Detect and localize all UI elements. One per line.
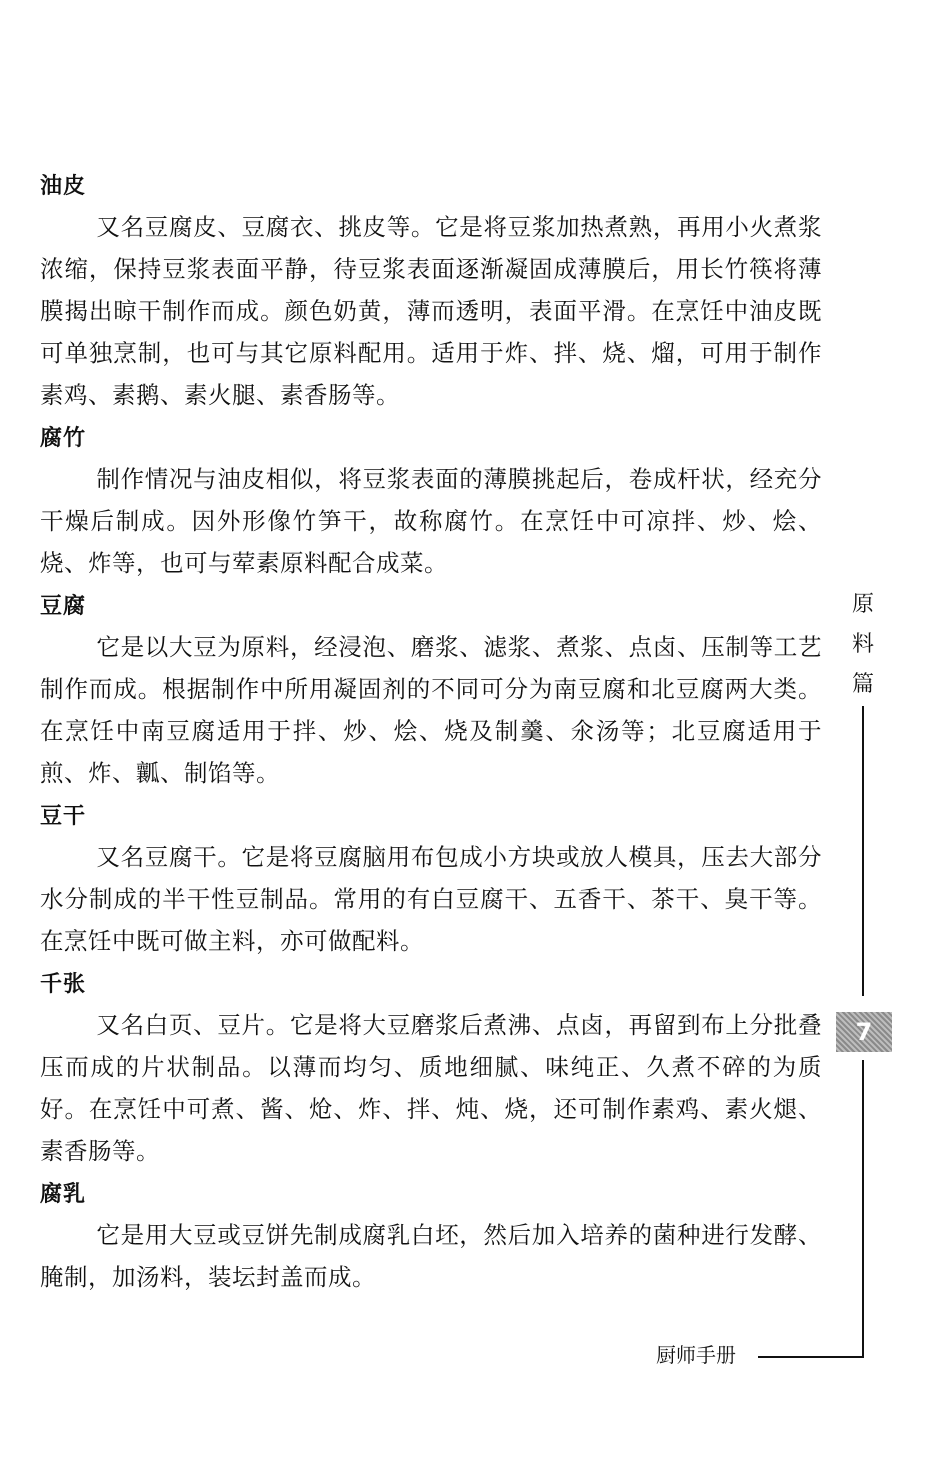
- chapter-side-tab: [848, 585, 878, 705]
- page-content: [40, 168, 822, 1302]
- section-title-doufu: 豆腐: [40, 594, 87, 619]
- book-title-footer: 厨师手册: [656, 1343, 736, 1367]
- section-title-qianzhang: 千张: [40, 972, 87, 997]
- section-text-youpi: 又名豆腐皮、豆腐衣、挑皮等。它是将豆浆加热煮熟，再用小火煮浆浓缩，保持豆浆表面平静，待豆浆表面逐渐凝固成薄膜后，用长竹筷将薄膜揭出晾干制作而成。颜色奶黄，薄而透明，表面平滑。在烹饪中油皮既可单独烹制，也可与其它原料配用。适用于炸、拌、烧、熘，可用于制作素鸡、素鹅、素火腿、素香肠等。: [40, 213, 822, 409]
- section-title-dougan: 豆干: [40, 804, 87, 829]
- side-tab-char-2: 料: [851, 632, 874, 657]
- page-number-badge: 7: [836, 1012, 892, 1052]
- section-title-furu: 腐乳: [40, 1182, 87, 1207]
- section-title-fuzhu: 腐竹: [40, 426, 87, 451]
- side-tab-char-3: 篇: [851, 672, 874, 697]
- side-tab-char-1: 原: [851, 592, 874, 617]
- section-text-furu: 它是用大豆或豆饼先制成腐乳白坯，然后加入培养的菌种进行发酵、腌制，加汤料，装坛封盖而成。: [40, 1221, 822, 1291]
- section-text-qianzhang: 又名白页、豆片。它是将大豆磨浆后煮沸、点卤，再留到布上分批叠压而成的片状制品。以薄而均匀、质地细腻、味纯正、久煮不碎的为质好。在烹饪中可煮、酱、炝、炸、拌、炖、烧，还可制作素鸡、素火煺、素香肠等。: [40, 1011, 822, 1165]
- side-rule-bottom: [862, 1060, 864, 1356]
- section-text-fuzhu: 制作情况与油皮相似，将豆浆表面的薄膜挑起后，卷成杆状，经充分干燥后制成。因外形像竹笋干，故称腐竹。在烹饪中可凉拌、炒、烩、烧、炸等，也可与荤素原料配合成菜。: [40, 465, 822, 577]
- section-text-dougan: 又名豆腐干。它是将豆腐脑用布包成小方块或放人模具，压去大部分水分制成的半干性豆制品。常用的有白豆腐干、五香干、茶干、臭干等。在烹饪中既可做主料，亦可做配料。: [40, 843, 822, 955]
- footer-rule: [758, 1356, 864, 1358]
- side-rule-top: [862, 706, 864, 996]
- section-title-youpi: 油皮: [40, 174, 87, 199]
- section-text-doufu: 它是以大豆为原料，经浸泡、磨浆、滤浆、煮浆、点卤、压制等工艺制作而成。根据制作中所用凝固剂的不同可分为南豆腐和北豆腐两大类。在烹饪中南豆腐适用于拌、炒、烩、烧及制羹、氽汤等；北豆腐适用于煎、炸、瓤、制馅等。: [40, 633, 822, 787]
